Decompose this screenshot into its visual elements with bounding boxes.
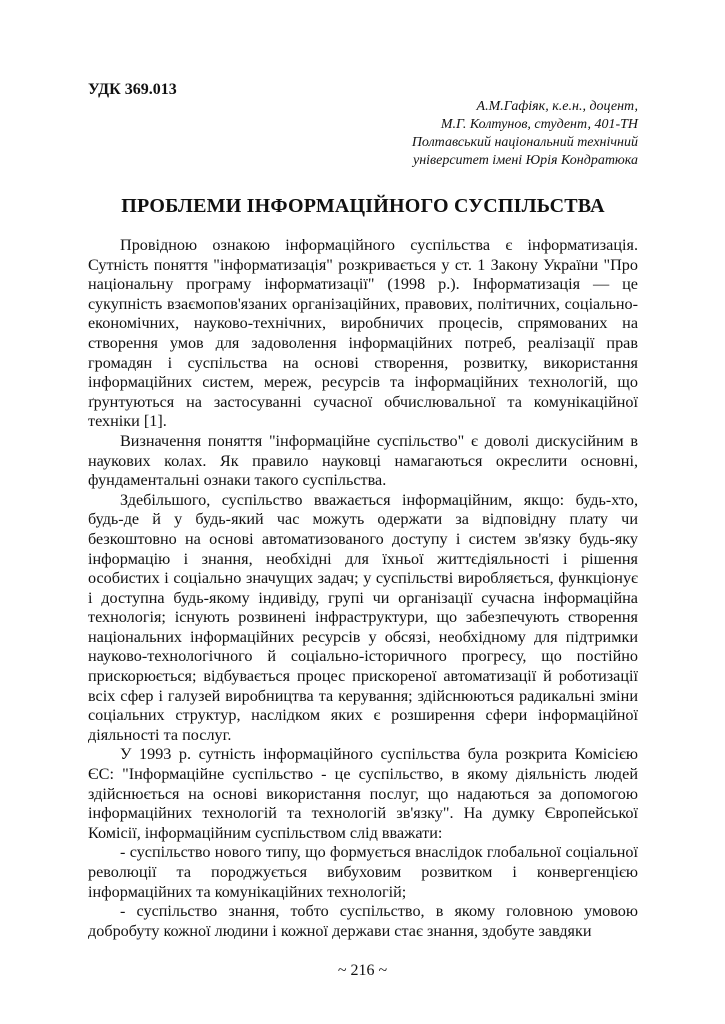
author-line-2: М.Г. Колтунов, студент, 401-ТН <box>440 117 638 132</box>
udk-code: УДК 369.013 <box>88 81 177 98</box>
article-page <box>88 80 638 941</box>
affiliation-line-1: Полтавський національний технічний <box>411 135 638 150</box>
article-body <box>88 236 638 941</box>
affiliation-line-2: університет імені Юрія Кондратюка <box>413 153 638 168</box>
list-item-2: - суспільство знання, тобто суспільство, в якому головною умовою добробуту кожної людини і кожної держави стає знання, здобуте завдяки <box>88 902 638 940</box>
paragraph-3: Здебільшого, суспільство вважається інформаційним, якщо: будь-хто, будь-де й у будь-який час можуть одержати за відповідну плату чи безкоштовно на основі автоматизованого доступу і систем зв'язку будь-яку інформацію і знання, необхідні для їхньої життєдіяльності і рішення особистих і соціально значущих задач; у суспільстві виробляється, функціонує і доступна будь-якому індивіду, групі чи організації сучасна інформаційна технологія; існують розвинені інфраструктури, що забезпечують створення національних інформаційних ресурсів у обсязі, необхідному для підтримки науково-технологічного й соціально-історичного прогресу, що постійно прискорюється; відбувається процес прискореної автоматизації й роботизації всіх сфер і галузей виробництва та керування; здійснюються радикальні зміни соціальних структур, наслідком яких є розширення сфери інформаційної діяльності та послуг. <box>88 490 638 744</box>
article-title: ПРОБЛЕМИ ІНФОРМАЦІЙНОГО СУСПІЛЬСТВА <box>121 195 605 217</box>
paragraph-2: Визначення поняття "інформаційне суспільство" є доволі дискусійним в наукових колах. Як правило науковці намагаються окреслити основні, фундаментальні ознаки такого суспільства. <box>88 431 638 490</box>
author-block <box>88 98 638 170</box>
paragraph-4: У 1993 р. сутність інформаційного суспільства була розкрита Комісією ЄС: "Інформаційне суспільство - це суспільство, в якому діяльність людей здійснюється на основі використання послуг, що надаються за допомогою інформаційних технологій та технологій зв'язку". На думку Європейської Комісії, інформаційним суспільством слід вважати: <box>88 745 638 842</box>
list-item-1: - суспільство нового типу, що формується внаслідок глобальної соціальної революції та породжується вибуховим розвитком і конвергенцією інформаційних та комунікаційних технологій; <box>88 843 638 901</box>
author-line-1: А.М.Гафіяк, к.е.н., доцент, <box>476 99 638 114</box>
paragraph-1: Провідною ознакою інформаційного суспільства є інформатизація. Сутність поняття "інформатизація" розкривається у ст. 1 Закону України "Про національну програму інформатизації" (1998 р.). Інформатизація — це сукупність взаємопов'язаних організаційних, правових, політичних, соціально-економічних, науково-технічних, виробничих процесів, спрямованих на створення умов для задоволення інформаційних потреб, реалізації прав громадян і суспільства на основі створення, розвитку, використання інформаційних систем, мереж, ресурсів та інформаційних технологій, що ґрунтуються на застосуванні сучасної обчислювальної та комунікаційної техніки [1]. <box>88 236 638 431</box>
page-number: ~ 216 ~ <box>337 962 388 979</box>
